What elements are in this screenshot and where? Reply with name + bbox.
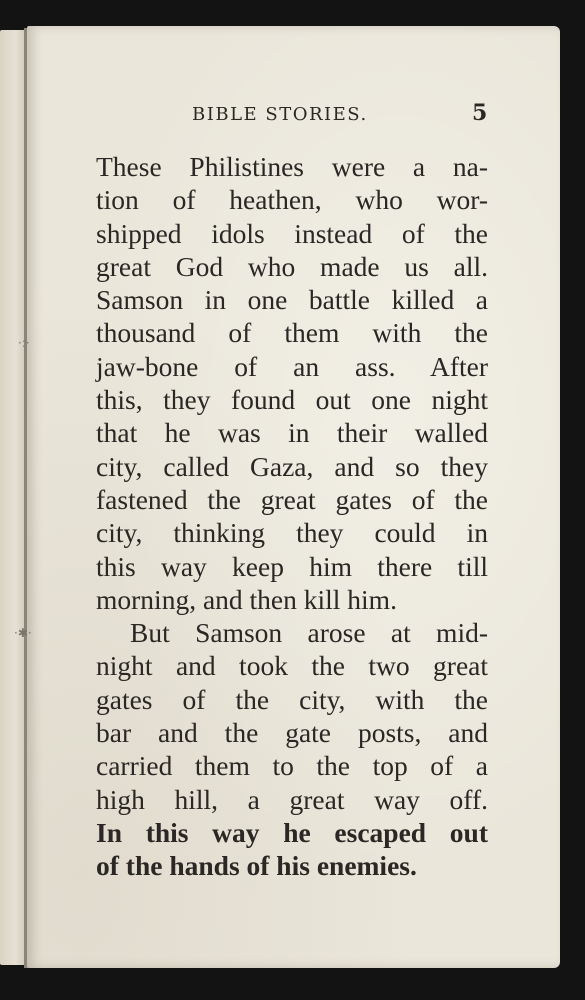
text-line: shipped idols instead of the bbox=[96, 217, 488, 249]
text-line: fastened the great gates of the bbox=[96, 483, 488, 515]
text-line: bar and the gate posts, and bbox=[96, 717, 488, 749]
text-line: In this way he escaped out bbox=[96, 816, 488, 848]
text-line: great God who made us all. bbox=[96, 250, 488, 282]
text-line: that he was in their walled bbox=[96, 417, 488, 449]
text-line: city, called Gaza, and so they bbox=[96, 450, 488, 482]
text-line: night and took the two great bbox=[96, 650, 488, 682]
text-line: city, thinking they could in bbox=[96, 517, 488, 549]
text-line: of the hands of his enemies. bbox=[96, 850, 417, 882]
text-line: high hill, a great way off. bbox=[96, 783, 488, 815]
text-line: gates of the city, with the bbox=[96, 683, 488, 715]
text-line: thousand of them with the bbox=[96, 317, 488, 349]
running-head: BIBLE STORIES. bbox=[192, 104, 368, 125]
text-line: carried them to the top of a bbox=[96, 750, 488, 782]
text-line: These Philistines were a na- bbox=[96, 151, 488, 182]
page-number: 5 bbox=[472, 100, 488, 126]
text-line: Samson in one battle killed a bbox=[96, 284, 488, 316]
text-line: tion of heathen, who wor- bbox=[96, 184, 488, 216]
text-line: morning, and then kill him. bbox=[96, 583, 397, 615]
binding-mark-icon: ·:· bbox=[18, 336, 30, 350]
text-line: this way keep him there till bbox=[96, 550, 488, 582]
text-line: But Samson arose at mid- bbox=[130, 617, 488, 649]
binding-mark-icon: ·✱· bbox=[14, 626, 32, 640]
text-line: jaw-bone of an ass. After bbox=[96, 350, 488, 382]
previous-page-edge bbox=[0, 30, 26, 965]
page-body-text bbox=[96, 150, 488, 883]
text-line: this, they found out one night bbox=[96, 384, 488, 416]
